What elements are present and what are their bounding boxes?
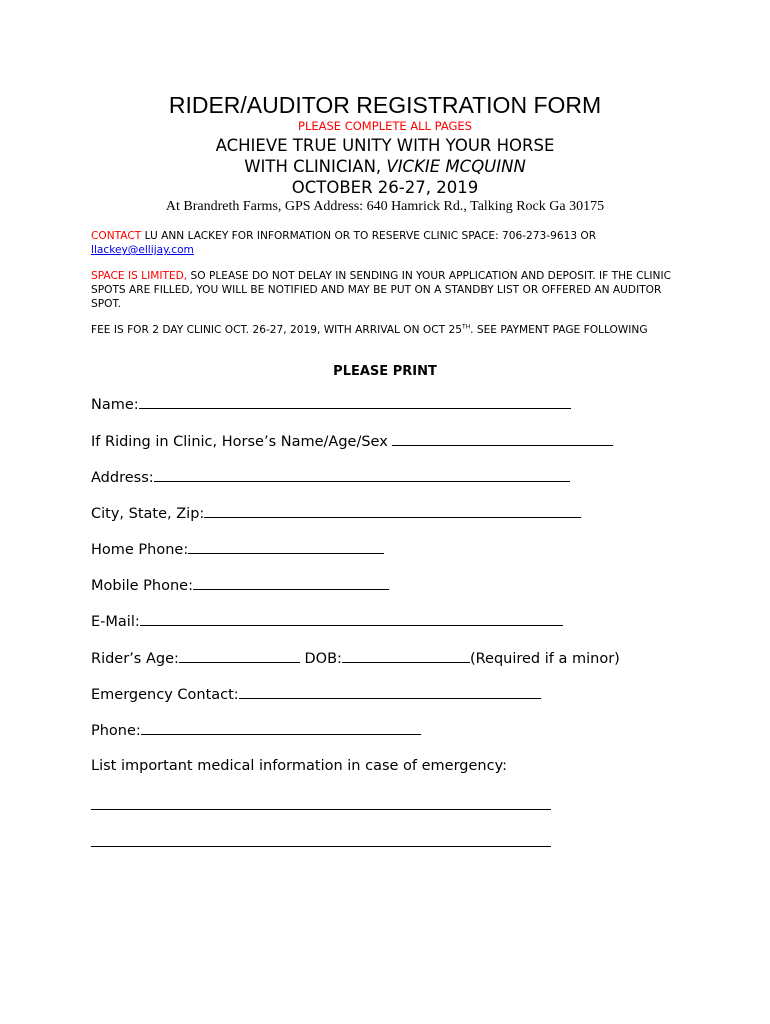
address-input-line[interactable] — [154, 467, 570, 482]
name-label: Name: — [91, 397, 139, 413]
mobile-phone-label: Mobile Phone: — [91, 578, 193, 594]
form-title: RIDER/AUDITOR REGISTRATION FORM — [168, 92, 602, 118]
medical-info-label: List important medical information in case of emergency: — [91, 758, 507, 774]
horse-input-line[interactable] — [392, 431, 613, 446]
name-field — [91, 394, 571, 414]
phone-label: Phone: — [91, 723, 141, 739]
contact-email-link[interactable]: llackey@ellijay.com — [91, 244, 194, 256]
address-field — [91, 467, 570, 487]
rider-age-dob-field — [91, 648, 620, 668]
space-limited-paragraph — [91, 269, 691, 311]
contact-text: LU ANN LACKEY FOR INFORMATION OR TO RESERVE CLINIC SPACE: 706-273-9613 OR — [141, 230, 597, 242]
dob-note: (Required if a minor) — [469, 651, 620, 667]
email-input-line[interactable] — [140, 611, 563, 626]
clinic-heading-line2 — [0, 157, 770, 176]
clinic-heading-line1: ACHIEVE TRUE UNITY WITH YOUR HORSE — [215, 136, 555, 155]
space-limited-text: SO PLEASE DO NOT DELAY IN SENDING IN YOUR APPLICATION AND DEPOSIT. IF THE CLINIC SPOTS ARE FILLED, YOU WILL BE NOTIFIED AND MAY BE PUT ON A STANDBY LIST OR OFFERED AN AUDITOR SPOT. — [91, 270, 671, 310]
horse-label: If Riding in Clinic, Horse’s Name/Age/Sex — [91, 434, 393, 450]
horse-field — [91, 431, 613, 451]
clinician-prefix: WITH CLINICIAN, — [244, 157, 387, 176]
emergency-contact-field — [91, 684, 541, 704]
phone-field — [91, 720, 421, 740]
space-limited-label: SPACE IS LIMITED, — [91, 270, 188, 282]
fee-text: FEE IS FOR 2 DAY CLINIC OCT. 26-27, 2019, WITH ARRIVAL ON OCT 25 — [91, 324, 462, 336]
fee-paragraph — [91, 323, 691, 337]
email-field — [91, 611, 563, 631]
emergency-contact-label: Emergency Contact: — [91, 687, 239, 703]
city-state-zip-field — [91, 503, 581, 523]
rider-age-input-line[interactable] — [179, 648, 300, 663]
name-input-line[interactable] — [139, 394, 571, 409]
dob-label: DOB: — [299, 651, 342, 667]
clinic-dates: OCTOBER 26-27, 2019 — [291, 178, 479, 197]
phone-input-line[interactable] — [141, 720, 421, 735]
mobile-phone-input-line[interactable] — [193, 575, 389, 590]
address-label: Address: — [91, 470, 154, 486]
please-print-heading: PLEASE PRINT — [333, 364, 437, 379]
contact-paragraph — [91, 229, 691, 257]
form-subtitle: PLEASE COMPLETE ALL PAGES — [298, 119, 472, 133]
city-state-zip-label: City, State, Zip: — [91, 506, 205, 522]
medical-info-line-1[interactable] — [91, 809, 551, 810]
home-phone-label: Home Phone: — [91, 542, 189, 558]
dob-input-line[interactable] — [342, 648, 470, 663]
rider-age-label: Rider’s Age: — [91, 651, 179, 667]
city-state-zip-input-line[interactable] — [204, 503, 581, 518]
clinician-name: VICKIE MCQUINN — [386, 157, 526, 176]
fee-superscript: TH — [461, 323, 471, 331]
home-phone-field — [91, 539, 384, 559]
email-label: E-Mail: — [91, 614, 140, 630]
venue-address: At Brandreth Farms, GPS Address: 640 Hamrick Rd., Talking Rock Ga 30175 — [165, 199, 605, 214]
fee-text-end: . SEE PAYMENT PAGE FOLLOWING — [470, 324, 648, 336]
mobile-phone-field — [91, 575, 389, 595]
medical-info-line-2[interactable] — [91, 846, 551, 847]
contact-label: CONTACT — [91, 230, 142, 242]
emergency-contact-input-line[interactable] — [239, 684, 541, 699]
home-phone-input-line[interactable] — [188, 539, 384, 554]
